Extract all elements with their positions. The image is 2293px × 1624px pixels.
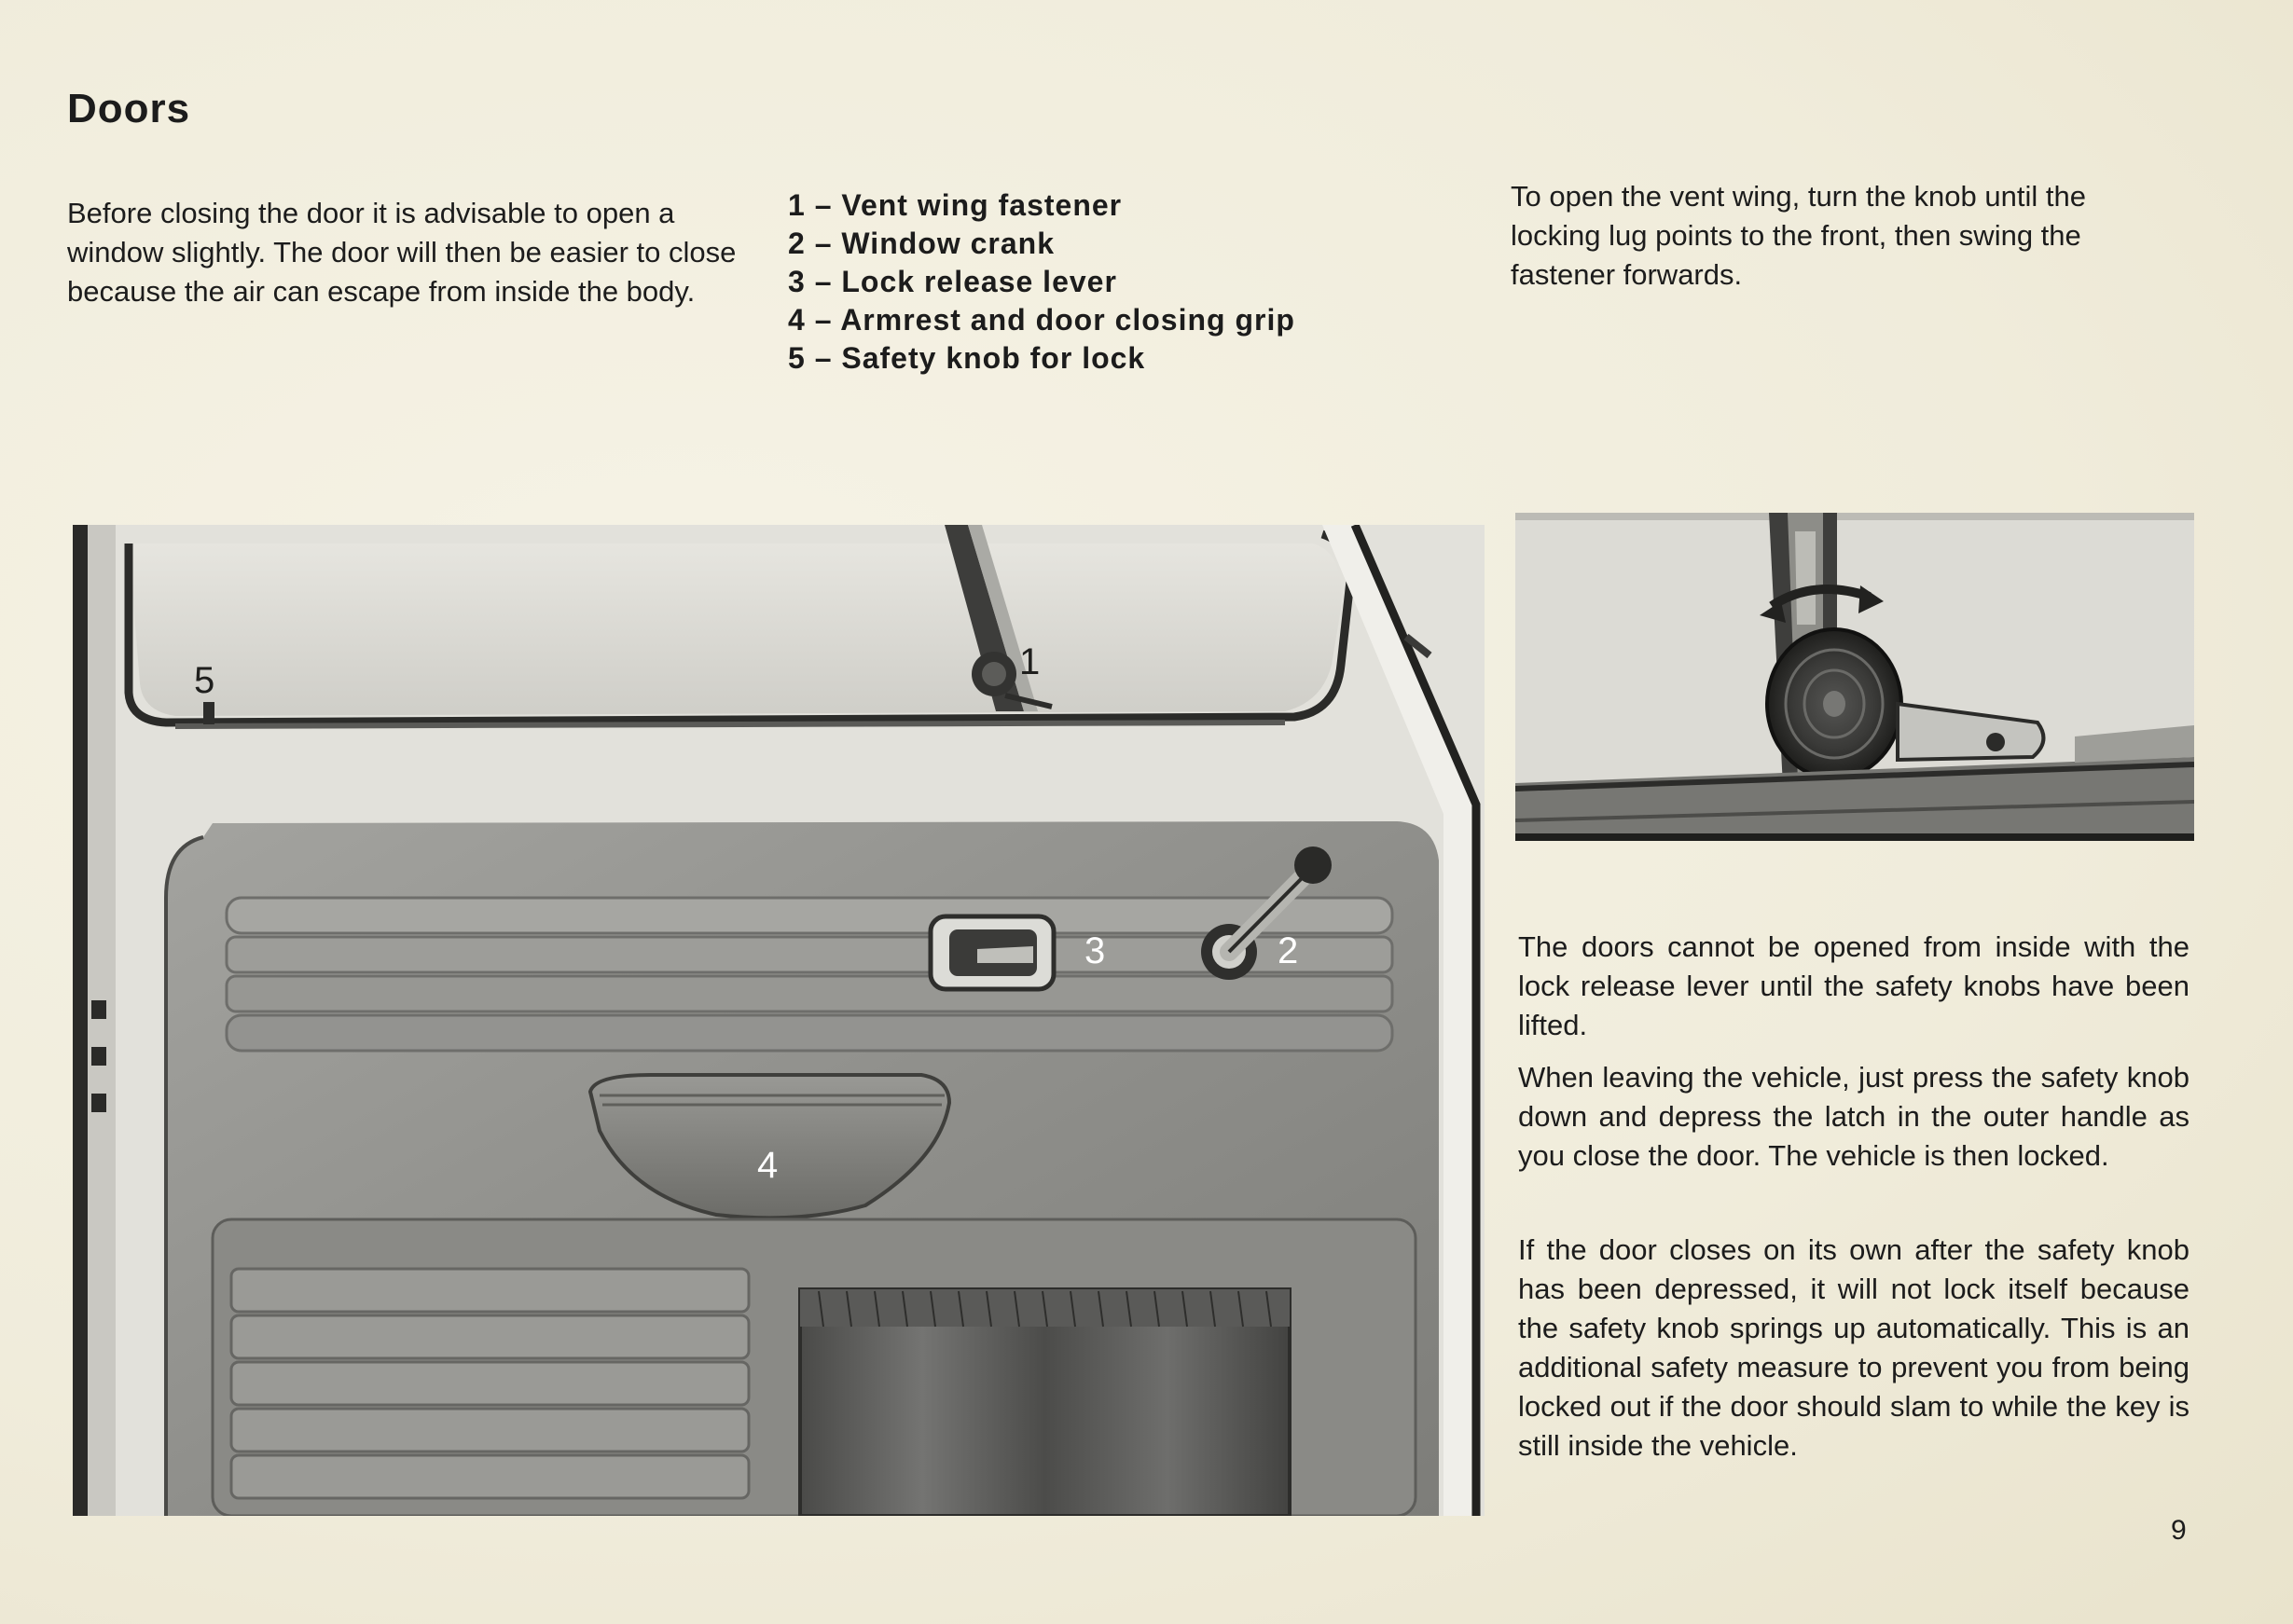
vent-wing-paragraph: To open the vent wing, turn the knob until the locking lug points to the front, then swing the fastener forwards. xyxy=(1511,180,2086,291)
page-number: 9 xyxy=(2171,1515,2187,1546)
page-title: Doors xyxy=(67,86,191,131)
door-interior-photo xyxy=(73,525,1485,1516)
callout-3: 3 xyxy=(1084,930,1106,971)
intro-paragraph: Before closing the door it is advisable to open a window slightly. The door will then be easier to close because the air can escape from inside the body. xyxy=(67,197,737,308)
legend-item: 4 – Armrest and door closing grip xyxy=(788,303,1295,337)
legend-item: 1 – Vent wing fastener xyxy=(788,188,1123,222)
safety-measure-paragraph: If the door closes on its own after the safety knob has been depressed, it will not lock itself because the safety knob springs up automatically. This is an additional safety measure to prevent you from being locked out if the door should slam to while the key is still inside the vehicle. xyxy=(1518,1233,2189,1462)
legend-item: 2 – Window crank xyxy=(788,227,1055,260)
vent-wing-photo xyxy=(1515,513,2194,841)
callout-2: 2 xyxy=(1278,930,1299,971)
locking-paragraph: When leaving the vehicle, just press the safety knob down and depress the latch in the outer handle as you close the door. The vehicle is then locked. xyxy=(1518,1061,2189,1172)
callout-4: 4 xyxy=(757,1145,779,1186)
legend-item: 5 – Safety knob for lock xyxy=(788,341,1146,375)
safety-knob-paragraph: The doors cannot be opened from inside with the lock release lever until the safety knobs have been lifted. xyxy=(1518,930,2189,1041)
parts-legend xyxy=(788,186,1295,378)
legend-item: 3 – Lock release lever xyxy=(788,265,1117,298)
callout-5: 5 xyxy=(194,660,215,701)
callout-1: 1 xyxy=(1019,641,1041,682)
